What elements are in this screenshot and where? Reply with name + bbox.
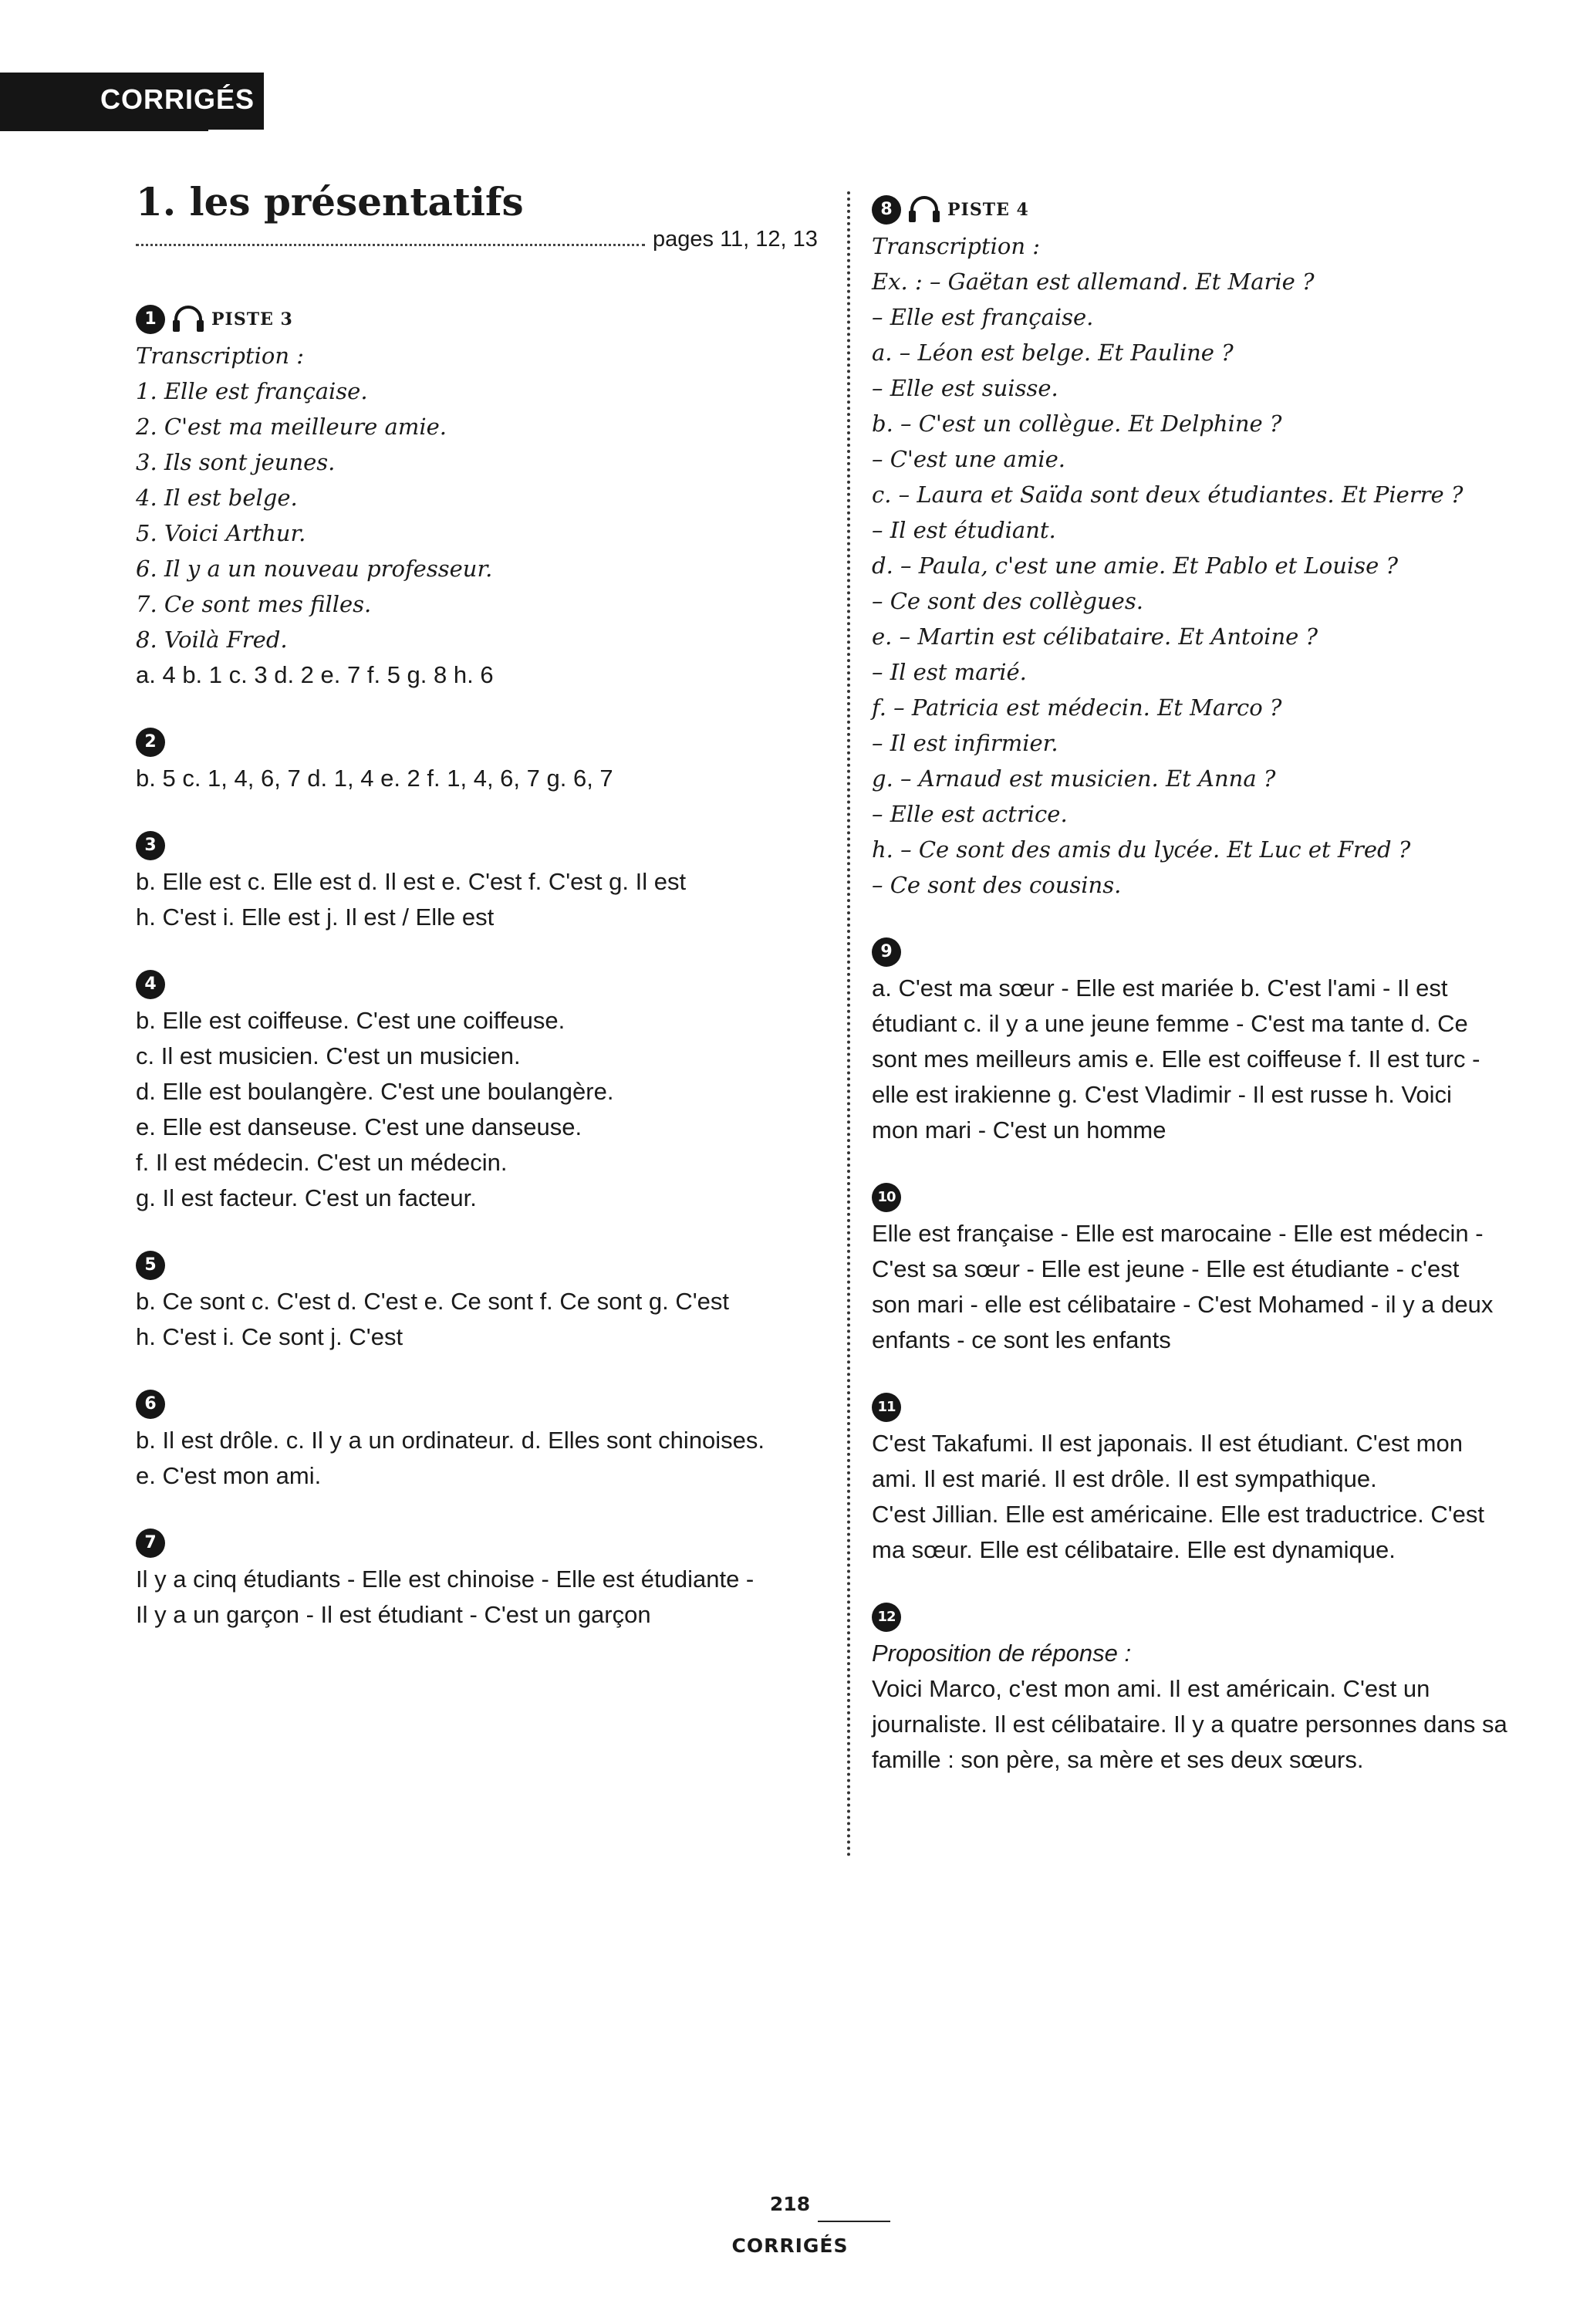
exercise-number-badge: 2	[136, 728, 165, 757]
exercise-number-badge: 6	[136, 1390, 165, 1419]
exercise-number-badge: 7	[136, 1529, 165, 1558]
answer-line: b. Il est drôle. c. Il y a un ordinateur. d. Elles sont chinoises.	[136, 1427, 765, 1454]
column-divider	[847, 191, 850, 1858]
exercise-number-badge: 5	[136, 1251, 165, 1280]
answer-line: C'est Takafumi. Il est japonais. Il est étudiant. C'est mon	[872, 1430, 1463, 1457]
exercise-number-badge: 9	[872, 937, 901, 967]
section-header-label: CORRIGÉS	[100, 83, 255, 115]
exercise-8	[872, 191, 1558, 903]
answer-line: b. 5 c. 1, 4, 6, 7 d. 1, 4 e. 2 f. 1, 4, 6, 7 g. 6, 7	[136, 765, 613, 792]
transcript-line: g. – Arnaud est musicien. Et Anna ?	[872, 765, 1276, 792]
exercise-number-badge: 10	[872, 1183, 901, 1212]
right-column	[872, 191, 1558, 1809]
page-reference: pages 11, 12, 13	[653, 227, 818, 252]
transcription-label: Transcription :	[136, 343, 305, 369]
answer-line: Il y a un garçon - Il est étudiant - C'est un garçon	[136, 1601, 651, 1628]
answer-line: h. C'est i. Ce sont j. C'est	[136, 1323, 403, 1350]
exercise-9	[872, 934, 1558, 1148]
exercise-1-header	[136, 301, 830, 338]
exercise-3	[136, 827, 830, 935]
answer-line: ma sœur. Elle est célibataire. Elle est dynamique.	[872, 1536, 1396, 1563]
transcript-line: 6. Il y a un nouveau professeur.	[136, 556, 493, 582]
answer-line: h. C'est i. Elle est j. Il est / Elle est	[136, 904, 495, 931]
answer-line: elle est irakienne g. C'est Vladimir - Il est russe h. Voici	[872, 1081, 1452, 1108]
answer-line: c. Il est musicien. C'est un musicien.	[136, 1042, 521, 1069]
answer-line: ami. Il est marié. Il est drôle. Il est sympathique.	[872, 1465, 1377, 1492]
transcript-line: 1. Elle est française.	[136, 378, 368, 404]
transcript-line: 7. Ce sont mes filles.	[136, 591, 372, 617]
answer-line: Il y a cinq étudiants - Elle est chinoise - Elle est étudiante -	[136, 1566, 755, 1593]
transcription-label: Transcription :	[872, 233, 1041, 259]
transcript-line: – Il est marié.	[872, 659, 1027, 685]
transcript-line: c. – Laura et Saïda sont deux étudiantes. Et Pierre ?	[872, 481, 1464, 508]
answer-line: d. Elle est boulangère. C'est une boulangère.	[136, 1078, 614, 1105]
exercise-7	[136, 1525, 830, 1633]
answer-line: C'est sa sœur - Elle est jeune - Elle est étudiante - c'est	[872, 1255, 1460, 1282]
answer-line: e. Elle est danseuse. C'est une danseuse.	[136, 1113, 582, 1140]
answer-line: b. Ce sont c. C'est d. C'est e. Ce sont f. Ce sont g. C'est	[136, 1288, 729, 1315]
answer-line: b. Elle est c. Elle est d. Il est e. C'est f. C'est g. Il est	[136, 868, 687, 895]
dotted-leader	[136, 244, 645, 246]
exercise-number-badge: 8	[872, 195, 901, 225]
transcript-line: b. – C'est un collègue. Et Delphine ?	[872, 410, 1282, 437]
exercise-number-badge: 11	[872, 1393, 901, 1422]
exercise-6	[136, 1386, 830, 1494]
exercise-1	[136, 301, 830, 693]
page-number: 218	[769, 2193, 811, 2215]
transcript-line: 8. Voilà Fred.	[136, 627, 288, 653]
header-rule	[0, 128, 208, 131]
answer-line: b. Elle est coiffeuse. C'est une coiffeuse.	[136, 1007, 565, 1034]
proposition-label: Proposition de réponse :	[872, 1640, 1132, 1667]
transcript-line: a. – Léon est belge. Et Pauline ?	[872, 339, 1234, 366]
exercise-2	[136, 724, 830, 796]
exercise-number-badge: 1	[136, 305, 165, 334]
track-label: PISTE 4	[947, 200, 1029, 220]
answer-line: famille : son père, sa mère et ses deux sœurs.	[872, 1746, 1364, 1773]
track-label: PISTE 3	[211, 309, 293, 329]
transcript-line: – Il est étudiant.	[872, 517, 1056, 543]
transcript-line: – C'est une amie.	[872, 446, 1065, 472]
answer-line: enfants - ce sont les enfants	[872, 1326, 1171, 1353]
transcript-line: e. – Martin est célibataire. Et Antoine ?	[872, 623, 1318, 650]
answer-line: sont mes meilleurs amis e. Elle est coiffeuse f. Il est turc -	[872, 1045, 1480, 1072]
exercise-4	[136, 966, 830, 1216]
footer-rule	[818, 2221, 890, 2222]
transcript-line: – Elle est française.	[872, 304, 1094, 330]
answer-line: C'est Jillian. Elle est américaine. Elle est traductrice. C'est	[872, 1501, 1485, 1528]
page-title: 1. les présentatifs	[136, 179, 524, 225]
answer-line: mon mari - C'est un homme	[872, 1116, 1166, 1143]
exercise-number-badge: 3	[136, 831, 165, 860]
answer-line: étudiant c. il y a une jeune femme - C'est ma tante d. Ce	[872, 1010, 1468, 1037]
answer-line: journaliste. Il est célibataire. Il y a quatre personnes dans sa	[872, 1711, 1507, 1738]
answer-line: son mari - elle est célibataire - C'est Mohamed - il y a deux	[872, 1291, 1494, 1318]
transcript-line: – Ce sont des collègues.	[872, 588, 1143, 614]
answer-line: a. C'est ma sœur - Elle est mariée b. C'est l'ami - Il est	[872, 975, 1448, 1002]
answer-line: Elle est française - Elle est marocaine - Elle est médecin -	[872, 1220, 1484, 1247]
transcript-line: 3. Ils sont jeunes.	[136, 449, 336, 475]
transcript-line: – Il est infirmier.	[872, 730, 1058, 756]
transcript-line: f. – Patricia est médecin. Et Marco ?	[872, 694, 1282, 721]
transcript-line: – Elle est suisse.	[872, 375, 1058, 401]
transcript-line: h. – Ce sont des amis du lycée. Et Luc et Fred ?	[872, 836, 1411, 863]
transcript-line: d. – Paula, c'est une amie. Et Pablo et Louise ?	[872, 552, 1398, 579]
transcript-line: 4. Il est belge.	[136, 485, 298, 511]
headphones-icon	[907, 196, 941, 224]
exercise-number-badge: 12	[872, 1603, 901, 1632]
exercise-8-header	[872, 191, 1558, 228]
answer-line: Voici Marco, c'est mon ami. Il est américain. C'est un	[872, 1675, 1430, 1702]
transcript-line: 5. Voici Arthur.	[136, 520, 306, 546]
left-column	[136, 301, 830, 1664]
section-header	[0, 73, 264, 130]
transcript-line: Ex. : – Gaëtan est allemand. Et Marie ?	[872, 269, 1315, 295]
exercise-10	[872, 1179, 1558, 1358]
footer-label: CORRIGÉS	[731, 2234, 849, 2257]
transcript-line: – Elle est actrice.	[872, 801, 1068, 827]
transcript-line: 2. C'est ma meilleure amie.	[136, 414, 447, 440]
headphones-icon	[171, 306, 205, 333]
answer-line: a. 4 b. 1 c. 3 d. 2 e. 7 f. 5 g. 8 h. 6	[136, 661, 494, 688]
answer-line: f. Il est médecin. C'est un médecin.	[136, 1149, 508, 1176]
exercise-number-badge: 4	[136, 970, 165, 999]
exercise-11	[872, 1389, 1558, 1568]
answer-line: e. C'est mon ami.	[136, 1462, 322, 1489]
transcript-line: – Ce sont des cousins.	[872, 872, 1122, 898]
answer-line: g. Il est facteur. C'est un facteur.	[136, 1184, 477, 1211]
exercise-5	[136, 1247, 830, 1355]
exercise-12	[872, 1599, 1558, 1778]
